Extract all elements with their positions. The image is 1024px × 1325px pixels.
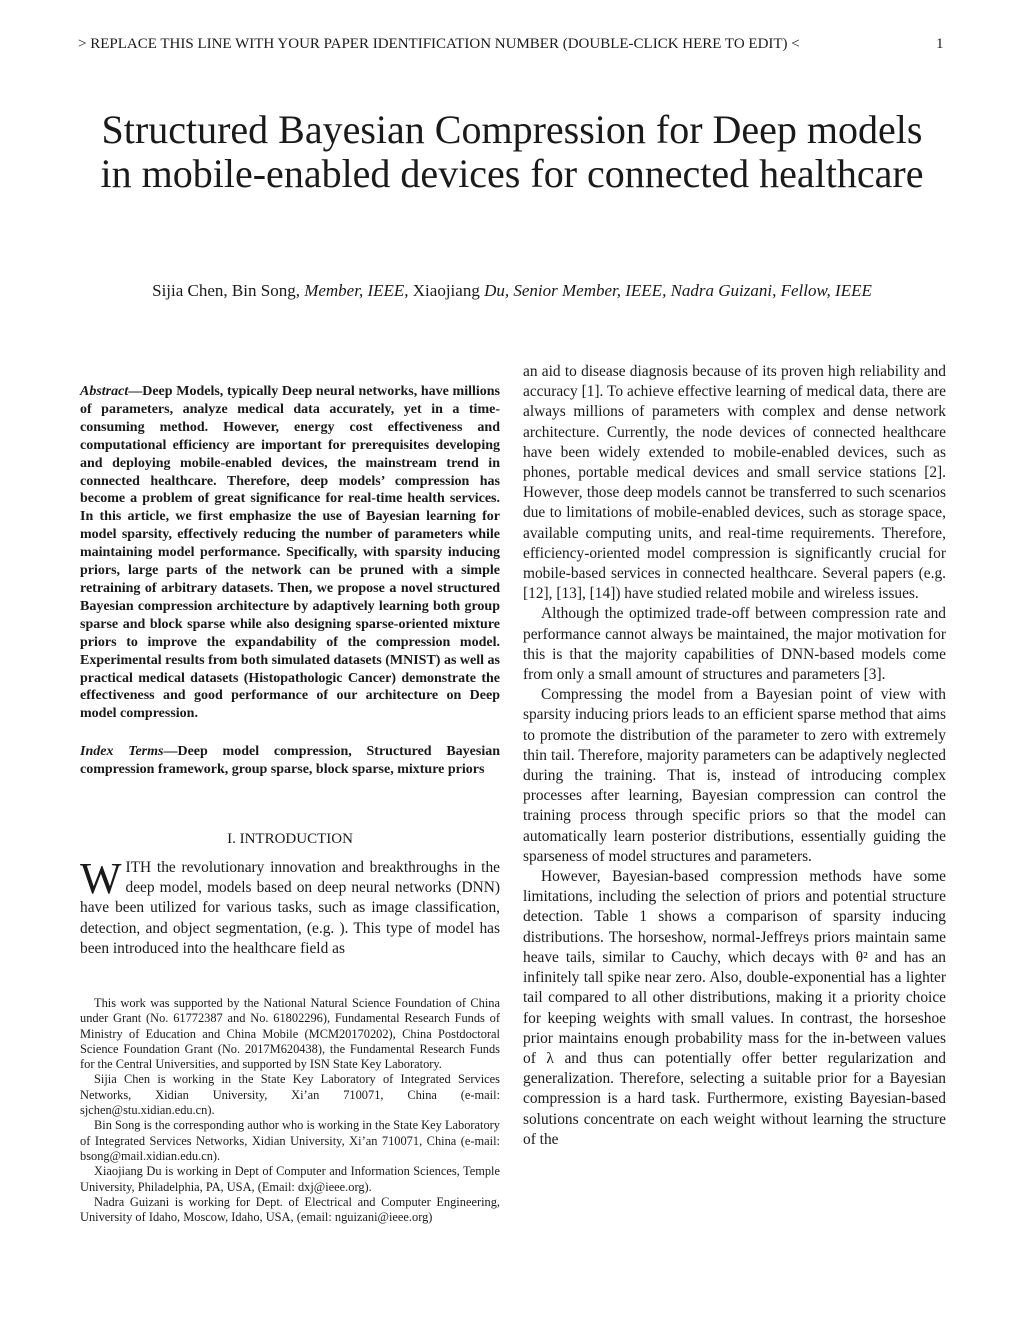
index-terms-text: Deep model compression, Structured Bayesian compression framework, group sparse, block sparse, mixture priors <box>80 744 500 778</box>
footnote-author: Xiaojiang Du is working in Dept of Computer and Information Sciences, Temple University, Philadelphia, PA, USA, (Email: dxj@ieee.org). <box>80 1164 500 1194</box>
footnote-author: Nadra Guizani is working for Dept. of Electrical and Computer Engineering, University of Idaho, Moscow, Idaho, USA, (email: nguizani@ieee.org) <box>80 1194 500 1225</box>
paper-title: Structured Bayesian Compression for Deep models in mobile-enabled devices for connected healthcare <box>100 107 924 196</box>
right-column <box>523 362 946 1150</box>
running-head-text: > REPLACE THIS LINE WITH YOUR PAPER IDENTIFICATION NUMBER (DOUBLE-CLICK HERE TO EDIT) < <box>78 36 800 52</box>
author-role-1: Member, IEEE, <box>304 281 413 300</box>
body-paragraph: However, Bayesian-based compression methods have some limitations, including the selection of priors and potential structure detection. Table 1 shows a comparison of sparsity inducing distributions. The horseshow, normal-Jeffreys priors maintain same heave tails, similar to Cauchy, which decays with θ² and has an infinitely tall spike near zero. Also, double-exponential has a lighter tail compared to all other distributions, making it a priority choice for keeping weights with small values. In contrast, the horseshoe prior maintains enough probability mass for the in-between values of λ and thus can potentially offer better regularization and generalization. Therefore, selecting a suitable prior for a Bayesian compression is a hard task. Furthermore, existing Bayesian-based solutions concentrate on each weight without learning the structure of the <box>523 868 946 1148</box>
running-header <box>0 36 1024 56</box>
footnotes <box>80 996 500 1225</box>
index-terms <box>80 743 500 779</box>
page-number: 1 <box>936 36 944 52</box>
intro-paragraph <box>80 854 500 959</box>
abstract-dash: — <box>128 384 143 399</box>
footnote-funding: This work was supported by the National Natural Science Foundation of China under Grant (No. 61772387 and No. 61802296), Fundamental Research Funds of Ministry of Education and China Mobile (MCM20170202), China Postdoctoral Science Foundation Grant (No. 2017M620438), the Fundamental Research Funds for the Central Universities, and supported by ISN State Key Laboratory. <box>80 996 500 1072</box>
footnote-author: Bin Song is the corresponding author who is working in the State Key Laboratory of Integrated Services Networks, Xidian University, Xi’an 710071, China (e-mail: bsong@mail.xidian.edu.cn). <box>80 1118 500 1163</box>
author-names-1: Sijia Chen, Bin Song, <box>152 281 305 300</box>
body-paragraph: an aid to disease diagnosis because of its proven high reliability and accuracy [1]. To achieve effective learning of medical data, there are always millions of parameters with complex and dense network architecture. Currently, the node devices of connected healthcare have been widely extended to mobile-enabled devices, such as phones, portable medical devices and small service stations [2]. However, those deep models cannot be transferred to such scenarios due to limitations of mobile-enabled devices, such as storage space, available computing units, and real-time requirements. Therefore, efficiency-oriented model compression is significantly crucial for mobile-based services in connected healthcare. Several papers (e.g. [12], [13], [14]) have studied related mobile and wireless issues. <box>523 363 946 603</box>
footnote-author: Sijia Chen is working in the State Key Laboratory of Integrated Services Networks, Xidian University, Xi’an 710071, China (e-mail: sjchen@stu.xidian.edu.cn). <box>80 1072 500 1118</box>
abstract-text: Deep Models, typically Deep neural networks, have millions of parameters, analyze medical data accurately, yet in a time-consuming method. However, energy cost effectiveness and computational efficiency are important for prerequisites developing and deploying mobile-enabled devices, the mainstream trend in connected healthcare. Therefore, deep models’ compression has become a problem of great significance for real-time health services. In this article, we first emphasize the use of Bayesian learning for model sparsity, effectively reducing the number of parameters while maintaining model performance. Specifically, with sparsity inducing priors, large parts of the network can be pruned with a simple retraining of arbitrary datasets. Then, we propose a novel structured Bayesian compression architecture by adaptively learning both group sparse and block sparse while also designing sparse-oriented mixture priors to improve the expandability of the compression model. Experimental results from both simulated datasets (MNIST) as well as practical medical datasets (Histopathologic Cancer) demonstrate the effectiveness and good performance of our architecture on Deep model compression. <box>80 384 500 722</box>
abstract-label: Abstract <box>80 384 129 399</box>
author-names-2: Xiaojiang <box>412 281 485 300</box>
section-title-rest: NTRODUCTION <box>244 831 353 848</box>
body-paragraph: Although the optimized trade-off between compression rate and performance cannot always be maintained, the major motivation for this is that the majority capabilities of DNN-based models come from only a small amount of structures and parameters [3]. <box>523 605 946 684</box>
intro-text: ITH the revolutionary innovation and breakthroughs in the deep model, models based on deep neural networks (DNN) have been utilized for various tasks, such as image classification, detection, and object segmentation, (e.g. ). This type of model has been introduced into the healthcare field as <box>80 859 500 957</box>
left-column <box>80 383 500 959</box>
section-number: I. <box>227 831 236 848</box>
body-paragraph: Compressing the model from a Bayesian point of view with sparsity inducing priors leads to an efficient sparse method that aims to promote the distribution of the parameter to zero with extremely thin tail. Therefore, majority parameters can be adaptively neglected during the training. That is, instead of introducing complex processes after learning, Bayesian compression can control the training process through specific priors so that the model can automatically learn posterior distributions, essentially guiding the sparseness of model structures and parameters. <box>523 686 946 865</box>
index-terms-label: Index Terms <box>80 744 164 760</box>
drop-cap: W <box>80 854 122 904</box>
author-role-2: Du, Senior Member, IEEE, Nadra Guizani, Fellow, IEEE <box>484 281 872 300</box>
abstract <box>80 383 500 723</box>
section-title-initial: I <box>239 831 245 848</box>
index-terms-dash: — <box>163 744 178 760</box>
section-heading-introduction <box>80 831 500 848</box>
author-list <box>120 280 904 301</box>
